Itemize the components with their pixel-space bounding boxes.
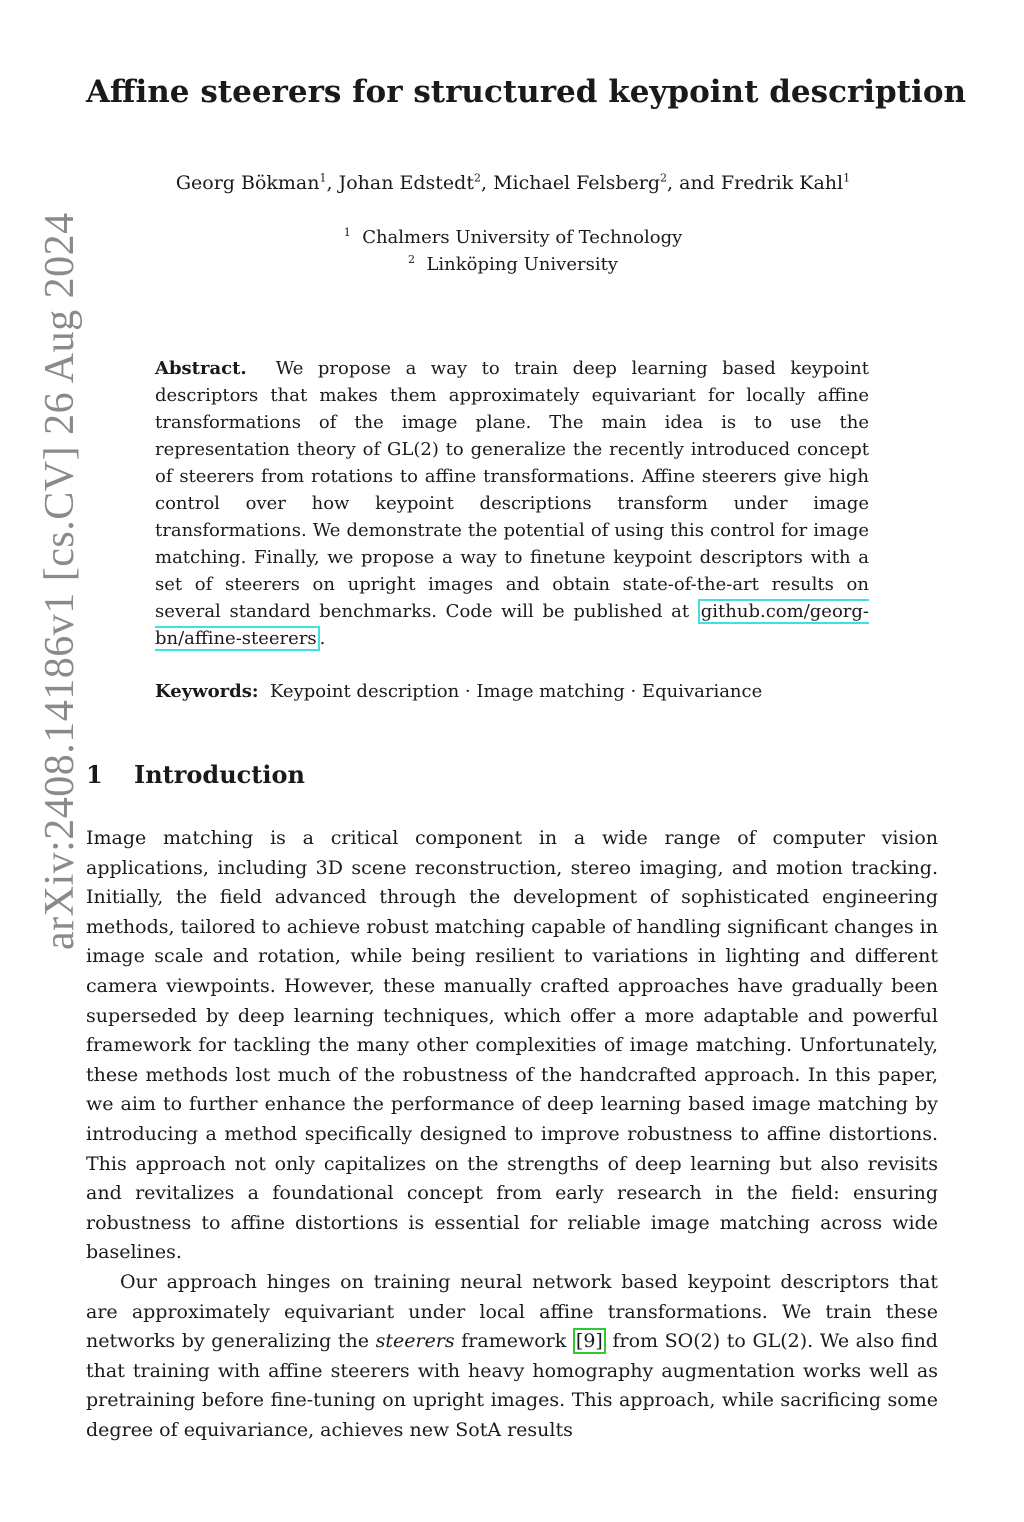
- arxiv-sidebar-stamp: arXiv:2408.14186v1 [cs.CV] 26 Aug 2024: [37, 212, 83, 950]
- intro-paragraph-1: Image matching is a critical component in a wide range of computer vision applications, including 3D scene reconstruction, stereo imaging, and motion tracking. Initially, the field advanced through the development of sophisticated engineering methods, tailored to achieve robust matching capable of handling significant changes in image scale and rotation, while being resilient to variations in lighting and different camera viewpoints. However, these manually crafted approaches have gradually been superseded by deep learning techniques, which offer a more adaptable and powerful framework for tackling the many other complexities of image matching. Unfortunately, these methods lost much of the robustness of the handcrafted approach. In this paper, we aim to further enhance the performance of deep learning based image matching by introducing a method specifically designed to improve robustness to affine distortions. This approach not only capitalizes on the strengths of deep learning but also revisits and revitalizes a foundational concept from early research in the field: ensuring robustness to affine distortions is essential for reliable image matching across wide baselines.: [86, 827, 938, 1264]
- section-heading-introduction: [86, 760, 305, 789]
- affiliation-marker: 1: [843, 171, 851, 185]
- author-separator: , and: [667, 172, 721, 194]
- affiliation-name: Linköping University: [426, 254, 618, 275]
- paragraph-text: Our approach hinges on training neural network based keypoint descriptors that are approximately equivariant under local affine transformations. We train these networks by generalizing the: [86, 1271, 938, 1353]
- affiliation-marker: 2: [473, 171, 481, 185]
- affiliation-name: Chalmers University of Technology: [362, 227, 683, 248]
- emphasized-term: steerers: [375, 1330, 455, 1353]
- affiliation-number: 2: [408, 253, 416, 266]
- author-name: Georg Bökman: [175, 172, 320, 194]
- affiliation-2: [88, 254, 938, 275]
- affiliation-marker: 2: [660, 171, 668, 185]
- author-name: Michael Felsberg: [493, 172, 661, 194]
- author-separator: ,: [326, 172, 339, 194]
- keywords-label: Keywords:: [155, 681, 259, 702]
- abstract: [155, 355, 869, 652]
- code-repository-link[interactable]: github.com/georg-bn/affine-steerers: [155, 601, 869, 649]
- affiliation-number: 1: [343, 226, 351, 239]
- intro-paragraph-2: [86, 1268, 938, 1446]
- paper-title: Affine steerers for structured keypoint description: [86, 74, 967, 110]
- keywords: [155, 681, 869, 702]
- abstract-text: We propose a way to train deep learning based keypoint descriptors that makes them approximately equivariant for locally affine transformations of the image plane. The main idea is to use the representation theory of GL(2) to generalize the recently introduced concept of steerers from rotations to affine transformations. Affine steerers give high control over how keypoint descriptions transform under image transformations. We demonstrate the potential of using this control for image matching. Finally, we propose a way to finetune keypoint descriptors with a set of steerers on upright images and obtain state-of-the-art results on several standard benchmarks. Code will be published at: [155, 358, 869, 622]
- author-name: Johan Edstedt: [338, 172, 474, 194]
- author-list: [88, 172, 938, 194]
- section-number: 1: [86, 760, 103, 789]
- paragraph-text: framework: [454, 1330, 573, 1353]
- affiliation-marker: 1: [319, 171, 327, 185]
- author-separator: ,: [480, 172, 494, 194]
- section-title: Introduction: [134, 760, 305, 789]
- paragraph-text: from SO(2) to GL(2). We also find that training with affine steerers with heavy homography augmentation works well as pretraining before fine-tuning on upright images. This approach, while sacrificing some degree of equivariance, achieves new SotA results: [86, 1330, 938, 1441]
- abstract-label: Abstract.: [155, 358, 247, 379]
- abstract-end: .: [319, 628, 326, 649]
- citation-link[interactable]: [9]: [573, 1328, 606, 1354]
- keywords-text: Keypoint description · Image matching · Equivariance: [269, 681, 763, 702]
- author-name: Fredrik Kahl: [720, 172, 844, 194]
- affiliation-1: [88, 227, 938, 248]
